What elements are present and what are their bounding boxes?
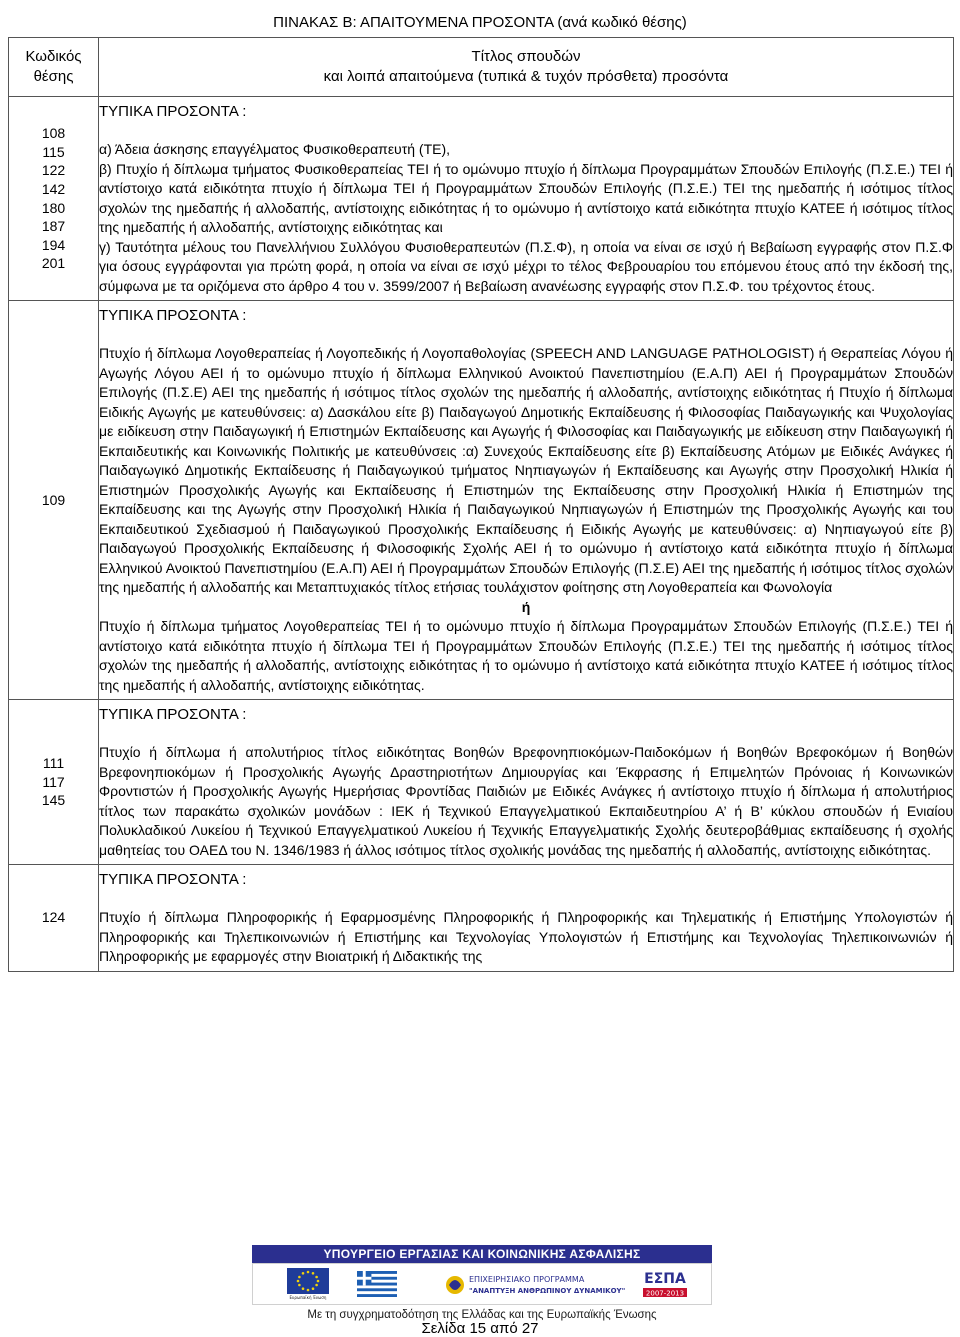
position-code: 142	[41, 180, 66, 197]
svg-text:2007-2013: 2007-2013	[645, 1289, 685, 1298]
column-header-title-line2: και λοιπά απαιτούμενα (τυπικά & τυχόν πρόσθετα) προσόντα	[323, 68, 729, 85]
requirement-paragraph: Πτυχίο ή δίπλωμα τμήματος Λογοθεραπείας ΤΕΙ ή το ομώνυμο πτυχίο ή δίπλωμα Προγραμμάτων Σπουδών Επιλογής (Π.Σ.Ε.) ΤΕΙ ή αντίστοιχο κατά ειδικότητα πτυχίο ή δίπλωμα ΤΕΙ ή Προγραμμάτων Σπουδών Επιλογής (Π.Σ.Ε.) ΤΕΙ της ημεδαπής ή ισότιμος τίτλος σχολών της ημεδαπής ή αλλοδαπής, αντίστοιχης ειδικότητας ή το ομώνυμο ή αντίστοιχο κατά ειδικότητα πτυχίο ΚΑΤΕΕ ή ισότιμος τίτλος της ημεδαπής ή αλλοδαπής, αντίστοιχης ειδικότητας.	[99, 618, 953, 693]
requirement-a: α) Άδεια άσκησης επαγγέλματος Φυσικοθεραπευτή (ΤΕ),	[99, 141, 451, 157]
requirements-table	[8, 37, 954, 972]
requirements-cell	[99, 301, 954, 700]
position-codes	[9, 97, 99, 301]
eu-flag-icon	[283, 1268, 333, 1300]
operational-programme-logo-icon	[443, 1269, 626, 1301]
column-header-title-line1: Τίτλος σπουδών	[471, 48, 581, 65]
requirement-paragraph: Πτυχίο ή δίπλωμα Λογοθεραπείας ή Λογοπεδικής ή Λογοπαθολογίας (SPEECH AND LANGUAGE PATHOLOGIST) ή Θεραπείας Λόγου ή Αγωγής Λόγου ΑΕΙ ή το ομώνυμο πτυχίο ή δίπλωμα Ελληνικού Ανοικτού Πανεπιστημίου (Ε.Α.Π) ΑΕΙ ή Προγραμμάτων Σπουδών Επιλογής (Π.Σ.Ε) ΑΕΙ της ημεδαπής ή ισότιμος τίτλος σχολών της ημεδαπής ή αλλοδαπής, αντίστοιχης ειδικότητας ή Πτυχίο ή δίπλωμα Ειδικής Αγωγής με κατευθύνσεις: α) Δασκάλου είτε β) Παιδαγωγού Δημοτικής Εκπαίδευσης ή Φιλοσοφίας Παιδαγωγικής και Ψυχολογίας με ειδίκευση στην Παιδαγωγική ή Επιστημών Εκπαίδευσης και Αγωγής ή Φιλοσοφίας και Παιδαγωγικής με ειδίκευση στην Παιδαγωγική ή Εκπαιδευτικής και Κοινωνικής Πολιτικής με κατευθύνσεις :α) Συνεχούς Εκπαίδευσης είτε β) Εκπαίδευσης Ατόμων με Ειδικές Ανάγκες ή Παιδαγωγικό Δημοτικής Εκπαίδευσης ή Παιδαγωγικού τμήματος Νηπιαγωγών ή Εκπαίδευσης και Αγωγής στην Προσχολική Ηλικία ή Επιστημών Προσχολικής Αγωγής και Εκπαίδευσης ή Επιστημών της Εκπαίδευσης στην Προσχολική Ηλικία ή Επιστημών της Εκπαίδευσης και της Αγωγής στην Προσχολική Ηλικία ή Παιδαγωγικού Νηπιαγωγών ή Επιστημών της Προσχολικής Αγωγής και του Εκπαιδευτικού Σχεδιασμού ή Παιδαγωγικού Προσχολικής Εκπαίδευσης ή Ειδικής Αγωγής με κατευθύνσεις: α) Νηπιαγωγού είτε β) Παιδαγωγού Προσχολικής Εκπαίδευσης ή Φιλοσοφικής Σχολής ΑΕΙ ή το ομώνυμο ή αντίστοιχο κατά ειδικότητα πτυχίο ή δίπλωμα Ελληνικού Ανοικτού Πανεπιστημίου (Ε.Α.Π) ΑΕΙ ή Προγραμμάτων Σπουδών Επιλογής (Π.Σ.Ε) ΑΕΙ της ημεδαπής ή ισότιμος τίτλος σχολών της ημεδαπής ή αλλοδαπής και Μεταπτυχιακός τίτλος ετήσιας τουλάχιστον φοίτησης στη Λογοθεραπεία και Φωνολογία	[99, 345, 953, 595]
banner-logos	[252, 1263, 712, 1305]
position-codes	[9, 700, 99, 865]
position-code: 111	[42, 755, 65, 772]
svg-text:ΕΠΙΧΕΙΡΗΣΙΑΚΟ ΠΡΟΓΡΑΜΜΑ: ΕΠΙΧΕΙΡΗΣΙΑΚΟ ΠΡΟΓΡΑΜΜΑ	[469, 1275, 585, 1284]
requirement-b: β) Πτυχίο ή δίπλωμα τμήματος Φυσικοθεραπείας ΤΕΙ ή το ομώνυμο πτυχίο ή δίπλωμα Προγραμμάτων Σπουδών Επιλογής (Π.Σ.Ε.) ΤΕΙ ή αντίστοιχο κατά ειδικότητα πτυχίο ή δίπλωμα ΤΕΙ ή Προγραμμάτων Σπουδών Επιλογής (Π.Σ.Ε.) ΤΕΙ της ημεδαπής ή ισότιμος τίτλος σχολών της ημεδαπής ή αλλοδαπής, αντίστοιχης ειδικότητας ή το ομώνυμο ή αντίστοιχο κατά ειδικότητα πτυχίο ΚΑΤΕΕ ή ισότιμος τίτλος της ημεδαπής ή αλλοδαπής, αντίστοιχης ειδικότητας και	[99, 160, 953, 235]
position-code: 122	[41, 162, 66, 179]
table-row	[9, 301, 954, 700]
page-title: ΠΙΝΑΚΑΣ Β: ΑΠΑΙΤΟΥΜΕΝΑ ΠΡΟΣΟΝΤΑ (ανά κωδικό θέσης)	[273, 14, 687, 31]
table-row	[9, 700, 954, 865]
requirements-cell	[99, 97, 954, 301]
page-number: Σελίδα 15 από 27	[421, 1320, 539, 1337]
requirements-cell	[99, 865, 954, 972]
position-code: 117	[42, 773, 65, 790]
cofunding-text: Με τη συγχρηματοδότηση της Ελλάδας και της Ευρωπαϊκής Ένωσης	[252, 1305, 712, 1325]
table-row	[9, 865, 954, 972]
position-code: 180	[41, 199, 66, 216]
svg-text:ΕΣΠΑ: ΕΣΠΑ	[644, 1271, 686, 1287]
position-code: 201	[41, 255, 66, 272]
column-header-title	[99, 38, 954, 97]
greek-flag-icon	[357, 1271, 397, 1297]
typical-qualifications-label: ΤΥΠΙΚΑ ΠΡΟΣΟΝΤΑ :	[99, 103, 247, 120]
position-codes	[9, 301, 99, 700]
requirement-paragraph: Πτυχίο ή δίπλωμα ή απολυτήριος τίτλος ειδικότητας Βοηθών Βρεφονηπιοκόμων-Παιδοκόμων ή Βοηθών Βρεφοκόμων ή Βοηθών Βρεφονηπιοκόμων ή Προσχολικής Αγωγής Δραστηριοτήτων Δημιουργίας και Έκφρασης ή Επιμελητών Πρόνοιας ή Κοινωνικών Φροντιστών ή Προσχολικής Αγωγής Ημερήσιας Φροντίδας Παιδιών με Ειδικές Ανάγκες ή αντίστοιχο πτυχίο ή δίπλωμα ή απολυτήριος τίτλος των παρακάτω σχολικών μονάδων : ΙΕΚ ή Τεχνικού Επαγγελματικού Εκπαιδευτηρίου Α’ ή Β’ κύκλου σπουδών ή Ενιαίου Πολυκλαδικού Λυκείου ή Τεχνικού Επαγγελματικού Λυκείου ή Τεχνικής Επαγγελματικής Σχολής δευτεροβάθμιας εκπαίδευσης ή σχολής μαθητείας του ΟΑΕΔ του Ν. 1346/1983 ή άλλος ισότιμος τίτλος σχολικής μονάδας της ημεδαπής ή αλλοδαπής, αντίστοιχης ειδικότητας.	[99, 744, 953, 858]
position-code: 187	[41, 218, 66, 235]
typical-qualifications-label: ΤΥΠΙΚΑ ΠΡΟΣΟΝΤΑ :	[99, 871, 247, 888]
column-header-code-line1: Κωδικός	[25, 48, 82, 65]
funding-banner	[252, 1245, 712, 1321]
requirement-c: γ) Ταυτότητα μέλους του Πανελλήνιου Συλλόγου Φυσιοθεραπευτών (Π.Σ.Φ), η οποία να είναι σε ισχύ ή Βεβαίωση εγγραφής στον Π.Σ.Φ για όσους εγγράφονται για πρώτη φορά, η οποία να είναι σε ισχύ μέχρι το τέλος Φεβρουαρίου του επόμενου έτους από την έκδοσή της, σύμφωνα με τα οριζόμενα στο άρθρο 4 του ν. 3599/2007 ή Βεβαίωση ανανέωσης εγγραφής στον Π.Σ.Φ. του τρέχοντος έτους.	[99, 238, 953, 294]
typical-qualifications-label: ΤΥΠΙΚΑ ΠΡΟΣΟΝΤΑ :	[99, 307, 247, 324]
svg-text:"ΑΝΑΠΤΥΞΗ ΑΝΘΡΩΠΙΝΟΥ ΔΥΝΑΜΙΚΟΥ: "ΑΝΑΠΤΥΞΗ ΑΝΘΡΩΠΙΝΟΥ ΔΥΝΑΜΙΚΟΥ"	[469, 1287, 626, 1295]
position-code: 124	[41, 909, 66, 926]
position-code: 109	[41, 491, 66, 508]
column-header-code	[9, 38, 99, 97]
table-header-row	[9, 38, 954, 97]
espa-logo-icon	[637, 1268, 693, 1302]
column-header-code-line2: θέσης	[33, 68, 74, 85]
requirement-paragraph: Πτυχίο ή δίπλωμα Πληροφορικής ή Εφαρμοσμένης Πληροφορικής ή Πληροφορικής και Τηλεματικής ή Επιστήμης Υπολογιστών ή Πληροφορικής και Τηλεπικοινωνιών ή Επιστήμης και Τεχνολογίας Υπολογιστών ή Επιστήμης και Τεχνολογίας Τηλεπικοινωνιών ή Πληροφορικής με εφαρμογές στην Βιοιατρική ή Διδακτικής της	[99, 909, 953, 964]
svg-text:Ευρωπαϊκή Ένωση: Ευρωπαϊκή Ένωση	[289, 1295, 327, 1300]
position-code: 145	[41, 792, 66, 809]
typical-qualifications-label: ΤΥΠΙΚΑ ΠΡΟΣΟΝΤΑ :	[99, 706, 247, 723]
position-codes	[9, 865, 99, 972]
position-code: 115	[42, 143, 65, 160]
ministry-title: ΥΠΟΥΡΓΕΙΟ ΕΡΓΑΣΙΑΣ ΚΑΙ ΚΟΙΝΩΝΙΚΗΣ ΑΣΦΑΛΙΣΗΣ	[252, 1245, 712, 1263]
position-code: 108	[41, 125, 66, 142]
or-separator: ή	[521, 598, 531, 615]
table-row	[9, 97, 954, 301]
requirements-cell	[99, 700, 954, 865]
position-code: 194	[41, 236, 66, 253]
